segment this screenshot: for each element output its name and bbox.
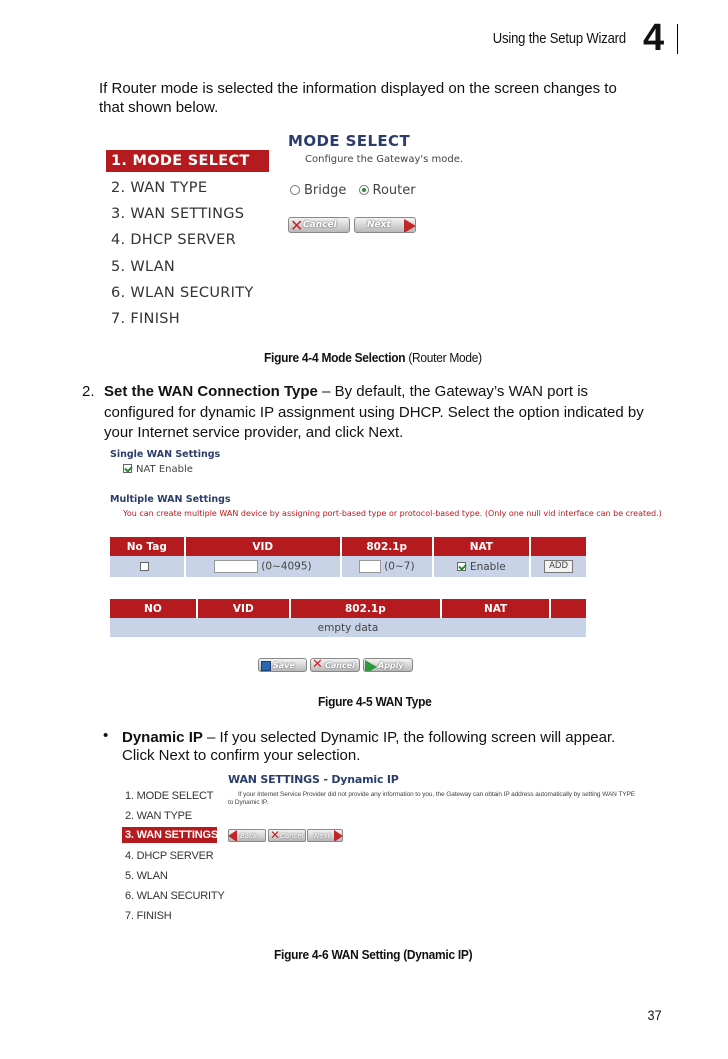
intro-line-2: that shown below. (99, 99, 219, 116)
step-wan-settings[interactable]: 3. WAN SETTINGS (122, 827, 217, 843)
header-nat: NAT (442, 599, 549, 618)
bridge-label: Bridge (304, 183, 347, 198)
bridge-radio[interactable] (290, 185, 300, 195)
cancel-x-icon: ✕ (290, 217, 304, 233)
next-button-dynamic[interactable]: Next (307, 829, 343, 842)
step-2-number: 2. (82, 383, 95, 400)
add-button[interactable]: ADD (544, 560, 573, 573)
dynamic-ip-line-1: Dynamic IP – If you selected Dynamic IP, the following screen will appear. (122, 729, 616, 746)
vid-input[interactable] (214, 560, 258, 573)
wan-settings-title: WAN SETTINGS - Dynamic IP (228, 773, 399, 786)
next-arrow-icon (334, 830, 343, 842)
nat-enable-row: NAT Enable (123, 464, 193, 475)
wan-settings-desc-1: If your Internet Service Provider did not provide any information to you, the Gateway can obtain IP address automatically by setting WAN TYPE (238, 791, 635, 798)
dynamic-ip-line-2: Click Next to confirm your selection. (122, 747, 361, 764)
nat-enable-checkbox[interactable] (123, 464, 132, 473)
running-header: Using the Setup Wizard (492, 31, 626, 47)
nat-row-checkbox[interactable] (457, 562, 466, 571)
wizard-step-wan-settings[interactable]: 3. WAN SETTINGS (111, 206, 245, 222)
header-8021p: 802.1p (291, 599, 440, 618)
step-wan-type[interactable]: 2. WAN TYPE (125, 810, 192, 822)
header-blank (531, 537, 586, 556)
no-tag-checkbox[interactable] (140, 562, 149, 571)
step-2-line-2: configured for dynamic IP assignment using DHCP. Select the option indicated by (104, 404, 644, 421)
wizard-step-wlan[interactable]: 5. WLAN (111, 259, 176, 275)
header-vid: VID (186, 537, 340, 556)
router-label: Router (372, 183, 416, 198)
figure-4-6-caption: Figure 4-6 WAN Setting (Dynamic IP) (274, 947, 473, 962)
page-number: 37 (647, 1007, 662, 1023)
next-button[interactable]: Next (354, 217, 416, 233)
cancel-button-dynamic[interactable]: ✕ Cancel (268, 829, 306, 842)
save-button[interactable]: Save (258, 658, 307, 672)
no-tag-cell (110, 556, 184, 577)
wan-list-table (108, 599, 588, 637)
header-no-tag: No Tag (110, 537, 184, 556)
mode-select-subtitle: Configure the Gateway's mode. (305, 154, 464, 165)
single-wan-title: Single WAN Settings (110, 449, 221, 460)
header-vid: VID (198, 599, 289, 618)
add-cell (531, 556, 586, 577)
step-dhcp-server[interactable]: 4. DHCP SERVER (125, 850, 214, 862)
chapter-number: 4 (643, 17, 665, 59)
header-no: NO (110, 599, 196, 618)
cancel-button-wan[interactable]: ✕ Cancel (310, 658, 360, 672)
step-wlan[interactable]: 5. WLAN (125, 870, 168, 882)
wizard-step-wan-type[interactable]: 2. WAN TYPE (111, 180, 208, 196)
next-arrow-icon (404, 219, 416, 233)
step-finish[interactable]: 7. FINISH (125, 910, 172, 922)
wizard-step-mode-select[interactable]: 1. MODE SELECT (106, 150, 269, 172)
mode-select-title: MODE SELECT (288, 132, 411, 150)
cancel-button[interactable]: ✕ Cancel (288, 217, 350, 233)
multiple-wan-title: Multiple WAN Settings (110, 494, 231, 505)
figure-4-5-caption: Figure 4-5 WAN Type (318, 694, 432, 709)
intro-line-1: If Router mode is selected the information displayed on the screen changes to (99, 80, 617, 97)
mode-radio-group (290, 183, 416, 198)
back-button[interactable]: Back (228, 829, 266, 842)
header-8021p: 802.1p (342, 537, 432, 556)
multiple-wan-description: You can create multiple WAN device by assigning port-based type or protocol-based type. (Only one null vid interface can be created.) (123, 509, 662, 518)
nat-cell: Enable (434, 556, 530, 577)
cancel-x-icon: ✕ (312, 658, 323, 672)
step-2-line-3: your Internet service provider, and click Next. (104, 424, 404, 441)
step-wlan-security[interactable]: 6. WLAN SECURITY (125, 890, 225, 902)
wizard-step-finish[interactable]: 7. FINISH (111, 311, 180, 327)
empty-data-cell: empty data (110, 618, 586, 637)
priority-input[interactable] (359, 560, 381, 573)
cancel-x-icon: ✕ (270, 829, 281, 842)
back-arrow-icon (228, 830, 237, 842)
bullet-mark: • (103, 727, 109, 744)
wizard-step-wlan-security[interactable]: 6. WLAN SECURITY (111, 285, 254, 301)
8021p-cell: (0~7) (342, 556, 432, 577)
wan-entry-table (108, 537, 588, 577)
apply-button[interactable]: Apply (363, 658, 413, 672)
step-mode-select[interactable]: 1. MODE SELECT (125, 790, 214, 802)
vid-cell: (0~4095) (186, 556, 340, 577)
header-blank (551, 599, 586, 618)
wan-settings-desc-2: to Dynamic IP. (228, 799, 269, 806)
router-radio[interactable] (359, 185, 369, 195)
figure-4-4-caption: Figure 4-4 Mode Selection (Router Mode) (264, 350, 482, 365)
header-nat: NAT (434, 537, 530, 556)
wizard-step-dhcp-server[interactable]: 4. DHCP SERVER (111, 232, 236, 248)
apply-arrow-icon (365, 660, 377, 672)
save-disk-icon (261, 661, 271, 671)
step-2-line-1: Set the WAN Connection Type – By default, the Gateway’s WAN port is (104, 383, 589, 400)
